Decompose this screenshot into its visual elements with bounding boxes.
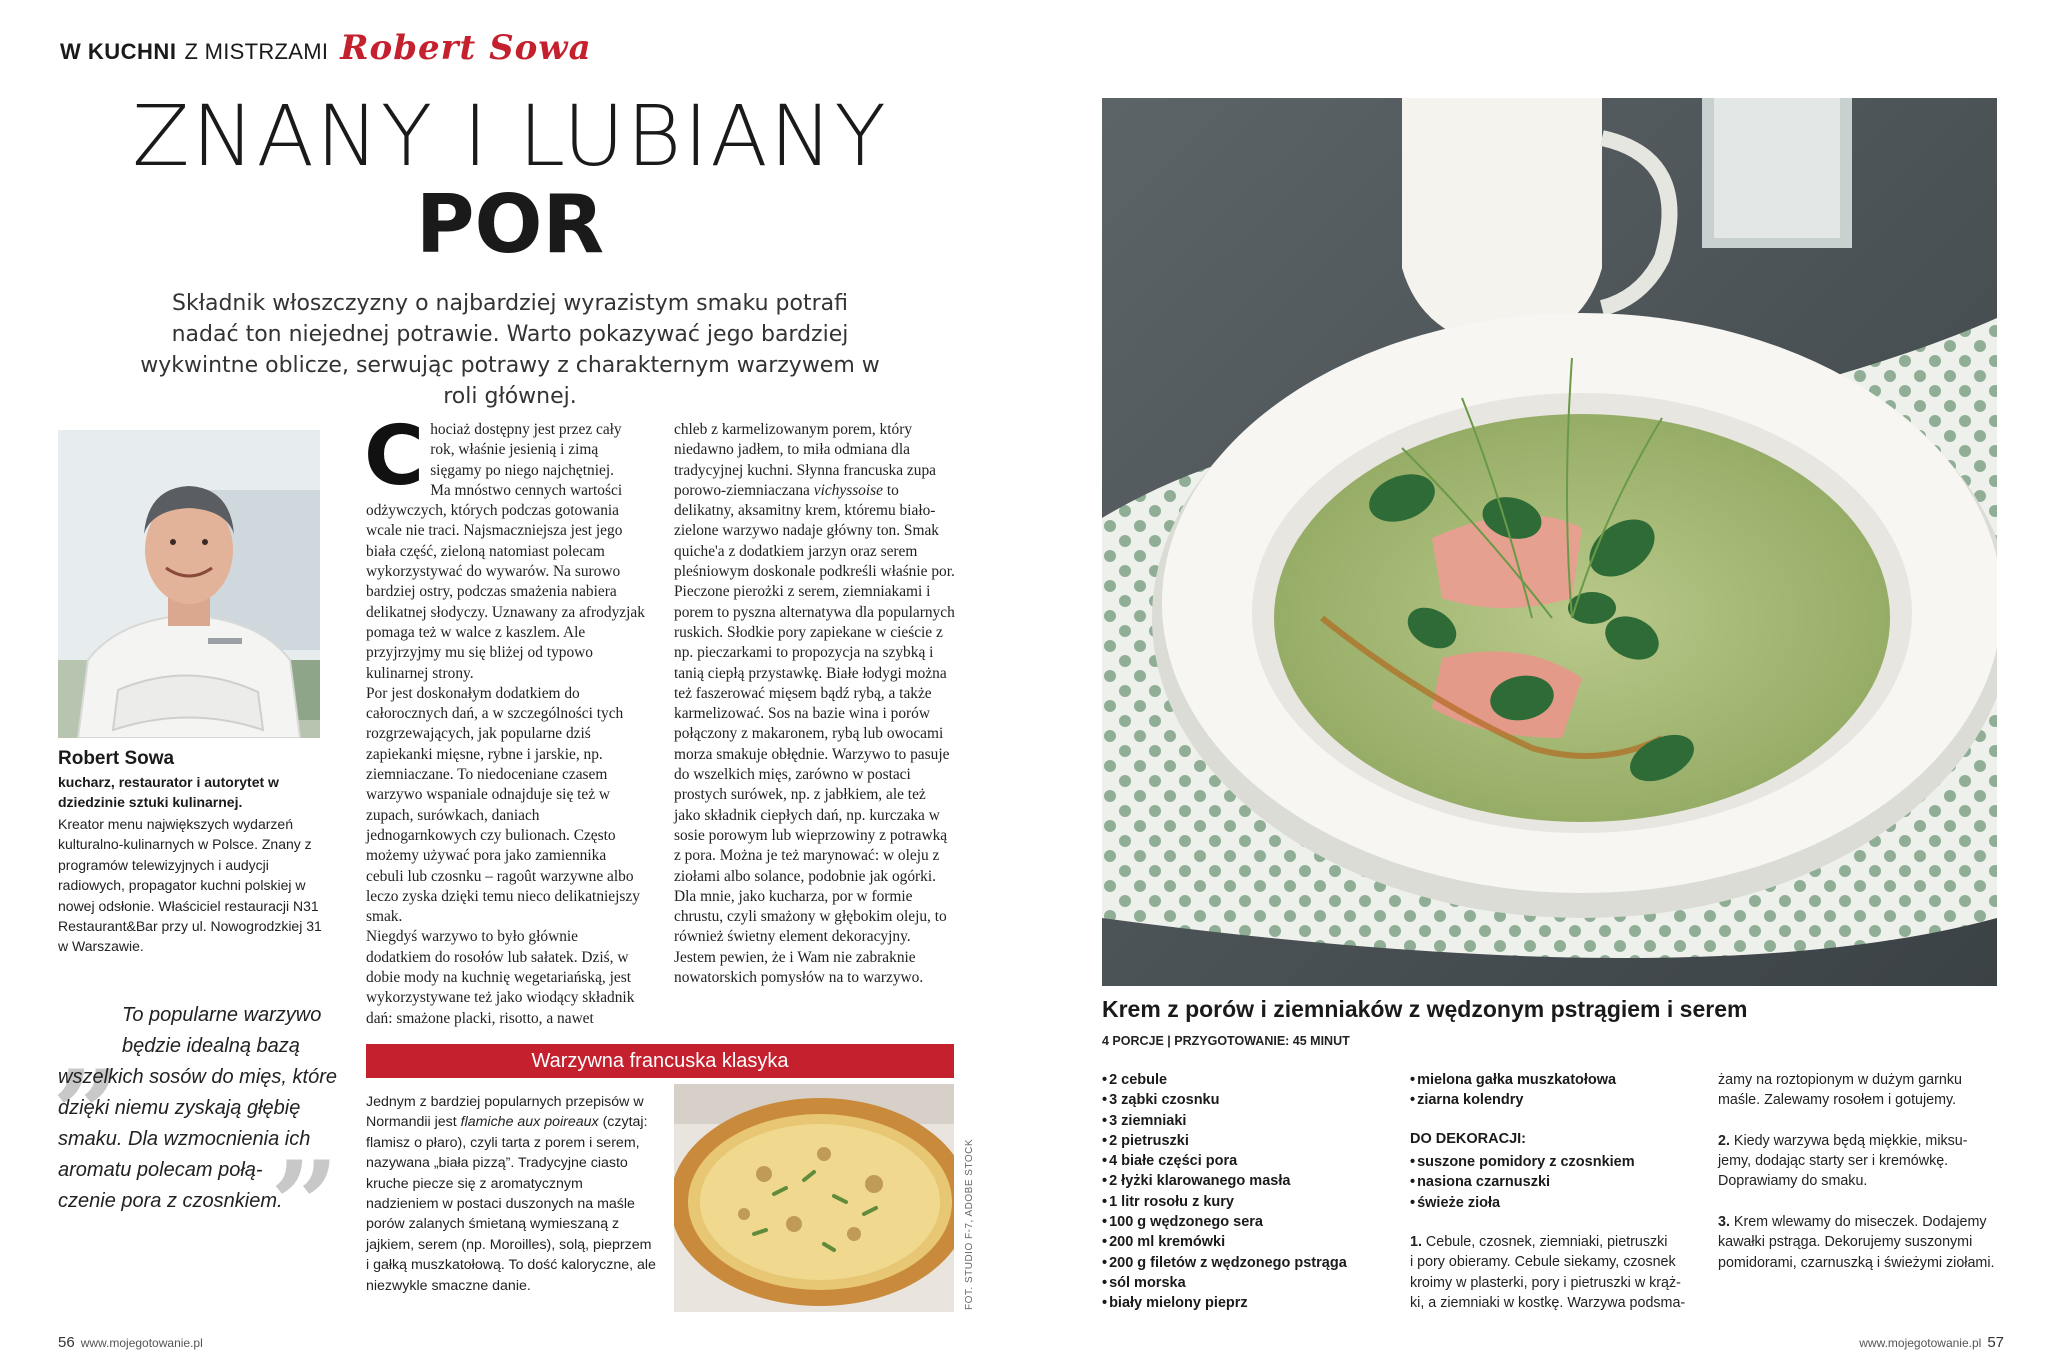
ingredient-item: • 2 pietruszki — [1102, 1131, 1402, 1151]
quote-line: To popularne warzywo — [122, 1004, 322, 1026]
ingredient-item: • 3 ząbki czosnku — [1102, 1090, 1402, 1110]
decoration-list — [1410, 1152, 1710, 1213]
page-footer-right — [1853, 1334, 2004, 1351]
recipe-meta: 4 PORCJE | PRZYGOTOWANIE: 45 MINUT — [1102, 1034, 1350, 1048]
section-label: Z MISTRZAMI — [184, 39, 329, 64]
soup-hero-photo — [1102, 98, 1997, 986]
ingredient-item: • mielona gałka muszkatołowa — [1410, 1070, 1710, 1090]
ingredient-item: • 2 cebule — [1102, 1070, 1402, 1090]
ingredient-list-continued — [1410, 1070, 1710, 1111]
page-footer-left — [58, 1334, 209, 1351]
photo-credit: FOT. STUDIO F-7, ADOBE STOCK — [964, 1138, 975, 1310]
section-header — [60, 28, 592, 68]
article-title-line2: POR — [415, 178, 605, 271]
sidebar-text: Jednym z bardziej popularnych przepisów w Normandii jest flamiche aux poireaux (czytaj: flamisz o płaro), czyli tarta z porem i serem, nazywana „biała pizzą”. Tradycyjne ciasto kruche piecze się z aromatycznym nadzieniem w postaci duszonych na maśle porów zalanych śmietaną wymieszaną z jajkiem, serem (np. Moroilles), solą, pieprzem i gałką muszkatołową. To dość kaloryczne, ale niezwykle smaczne danie. — [366, 1094, 656, 1294]
step-number: 3. — [1718, 1214, 1730, 1231]
page-number: 56 — [58, 1334, 75, 1351]
website-link[interactable]: www.mojegotowanie.pl — [80, 1336, 203, 1350]
quote-close-mark: ” — [270, 1135, 340, 1276]
article-paragraph: Niegdyś warzywo to było głównie dodatkiem do rosołów lub sałatek. Dziś, w dobie mody na kuchnię wegetariańską, jest wykorzystywane też jako wiodący składnik dań: smażone placki, risotto, a nawet — [366, 928, 635, 1027]
article-title-line1: ZNANY I LUBIANY — [132, 87, 888, 185]
author-name: Robert Sowa — [58, 748, 175, 769]
ingredient-item: • 1 litr rosołu z kury — [1102, 1192, 1402, 1212]
quiche-photo — [674, 1084, 954, 1312]
article-column-2 — [674, 420, 956, 988]
article-paragraph: Ma mnóstwo cennych wartości odżywczych, których podczas gotowania wcale nie traci. Najsmaczniejsza jest jego biała część, zieloną natomiast polecam wykorzystywać do wywarów. Na surowo bardziej ostry, podczas smażenia nabiera delikatnej słodyczy. Uznawany za afrodyzjak pomaga też w walce z kaszlem. Ale przyjrzyjmy mu się bliżej od typowo kulinarnej strony. — [366, 481, 645, 682]
step-number: 2. — [1718, 1132, 1730, 1149]
ingredient-item: • 2 łyżki klarowanego masła — [1102, 1171, 1402, 1191]
quote-open-mark: „ — [54, 975, 124, 1116]
ingredient-item: • 4 białe części pora — [1102, 1151, 1402, 1171]
ingredient-item: • sól morska — [1102, 1273, 1402, 1293]
decoration-item: • suszone pomidory z czosnkiem — [1410, 1152, 1710, 1172]
author-bio: Kreator menu największych wydarzeń kulturalno-kulinarnych w Polsce. Znany z programów telewizyjnych i audycji radiowych, propagator kuchni polskiej w nowej odsłonie. Właściciel restauracji N31 Restaurant&Bar przy ul. Nowogrodzkiej 31 w Warszawie. — [58, 816, 322, 955]
recipe-step-1: 1. Cebule, czosnek, ziemniaki, pietruszki i pory obieramy. Cebule siekamy, czosnek kroimy w plasterki, pory i pietruszki w krąż- ki, a ziemniaki w kostkę. Warzywa podsma- — [1410, 1234, 1686, 1311]
article-column-1 — [364, 409, 646, 1029]
ingredient-item: • ziarna kolendry — [1410, 1090, 1710, 1110]
article-paragraph: Por jest doskonałym dodatkiem do całorocznych dań, a w szczególności tych rozgrzewających, jak popularne dziś zapiekanki mięsne, rybne i jarskie, np. ziemniaczane. To niedoceniane czasem warzywo wspaniale odnajduje się też w zupach, surówkach, daniach jednogarnkowych czy bulionach. Często możemy używać pora jako zamiennika cebuli lub czosnku – ragoût warzywne albo leczo zyska dzięki temu nieco delikatniejszy smak. — [366, 684, 640, 926]
ingredient-item: • 200 ml kremówki — [1102, 1232, 1402, 1252]
quote-line: będzie idealną bazą — [122, 1035, 300, 1057]
recipe-step-2: 2. Kiedy warzywa będą miękkie, miksu- — [1718, 1132, 1968, 1149]
quote-line: czenie pora z czosnkiem. — [58, 1190, 283, 1212]
pull-quote — [58, 1000, 348, 1217]
sidebar-heading: Warzywna francuska klasyka — [366, 1044, 954, 1078]
step-number: 1. — [1410, 1234, 1422, 1250]
ingredient-item: • biały mielony pieprz — [1102, 1293, 1402, 1313]
website-link[interactable]: www.mojegotowanie.pl — [1859, 1336, 1982, 1350]
chef-portrait-photo — [58, 430, 320, 738]
article-paragraph: Dla mnie, jako kucharza, por w formie chrustu, czyli smażony w głębokim oleju, to również świetny element dekoracyjny. Jestem pewien, że i Wam nie zabraknie nowatorskich pomysłów na to warzywo. — [674, 887, 947, 987]
page-number: 57 — [1987, 1334, 2004, 1351]
recipe-title: Krem z porów i ziemniaków z wędzonym pstrągiem i serem — [1102, 996, 1748, 1022]
ingredient-item: • 200 g filetów z wędzonego pstrąga — [1102, 1253, 1402, 1273]
article-paragraph: chleb z karmelizowanym porem, który niedawno jadłem, to miła odmiana dla tradycyjnej kuchni. Słynna francuska zupa porowo-ziemniaczana vichyssoise to delikatny, aksamitny krem, któremu biało-zielone warzywo nadaje główny ton. Smak quiche'a z dodatkiem jarzyn oraz serem pleśniowym doskonale podkreśli właśnie por. Pieczone pierożki z serem, ziemniakami i porem to pyszna alternatywa dla popularnych ruskich. Słodkie pory zapiekane w cieście z np. pieczarkami to propozycja na szybką i tanią ciepłą przystawkę. Białe łodygi można też faszerować mięsem bądź rybą, a także karmelizować. Sos na bazie wina i porów połączony z makaronem, rybą lub owocami morza smakuje obłędnie. Warzywo to pasuje do wszelkich mięs, zarówno w postaci prostych surówek, np. z jabłkiem, ale też jako składnik ciepłych dań, np. kurczaka w sosie porowym lub wieprzowiny z potrawką z pora. Można je też marynować: w oleju z ziołami albo solance, podobnie jak ogórki. — [674, 421, 955, 885]
decoration-heading: DO DEKORACJI: — [1410, 1131, 1527, 1147]
ingredient-list — [1102, 1070, 1402, 1314]
ingredient-item: • 3 ziemniaki — [1102, 1111, 1402, 1131]
recipe-step-3: 3. Krem wlewamy do miseczek. Dodajemy — [1718, 1214, 1987, 1231]
quote-line: wszelkich sosów do mięs, które — [58, 1066, 337, 1088]
decoration-item: • nasiona czarnuszki — [1410, 1172, 1710, 1192]
decoration-item: • świeże zioła — [1410, 1193, 1710, 1213]
section-label-bold: W KUCHNI — [60, 39, 177, 64]
recipe-steps-continued: żamy na roztopionym w dużym garnku maśle. Zalewamy rosołem i gotujemy. 2. Kiedy warzywa będą miękkie, miksu- jemy, dodając starty ser i kremówkę. Doprawiamy do smaku. 3. Krem wlewamy do miseczek. Dodajemy kawałki pstrąga. Dekorujemy suszonymi pomidorami, czarnuszką i świeżymi ziołami. — [1718, 1070, 2006, 1273]
drop-cap: C — [364, 409, 425, 504]
quote-line: smaku. Dla wzmocnienia ich — [58, 1128, 311, 1150]
quote-line: aromatu polecam połą- — [58, 1159, 263, 1181]
author-role: kucharz, restaurator i autorytet w dziedzinie sztuki kulinarnej. — [58, 774, 279, 810]
article-lead: Składnik włoszczyzny o najbardziej wyrazistym smaku potrafi nadać ton niejednej potrawie. Warto pokazywać jego bardziej wykwintne oblicze, serwując potrawy z charakternym warzywem w roli głównej. — [140, 291, 880, 409]
quote-line: dzięki niemu zyskają głębię — [58, 1097, 301, 1119]
ingredient-item: • 100 g wędzonego sera — [1102, 1212, 1402, 1232]
chef-signature: Robert Sowa — [340, 28, 592, 68]
article-paragraph: Chociaż dostępny jest przez cały rok, właśnie jesienią i zimą sięgamy po niego najchętniej. — [364, 409, 622, 504]
